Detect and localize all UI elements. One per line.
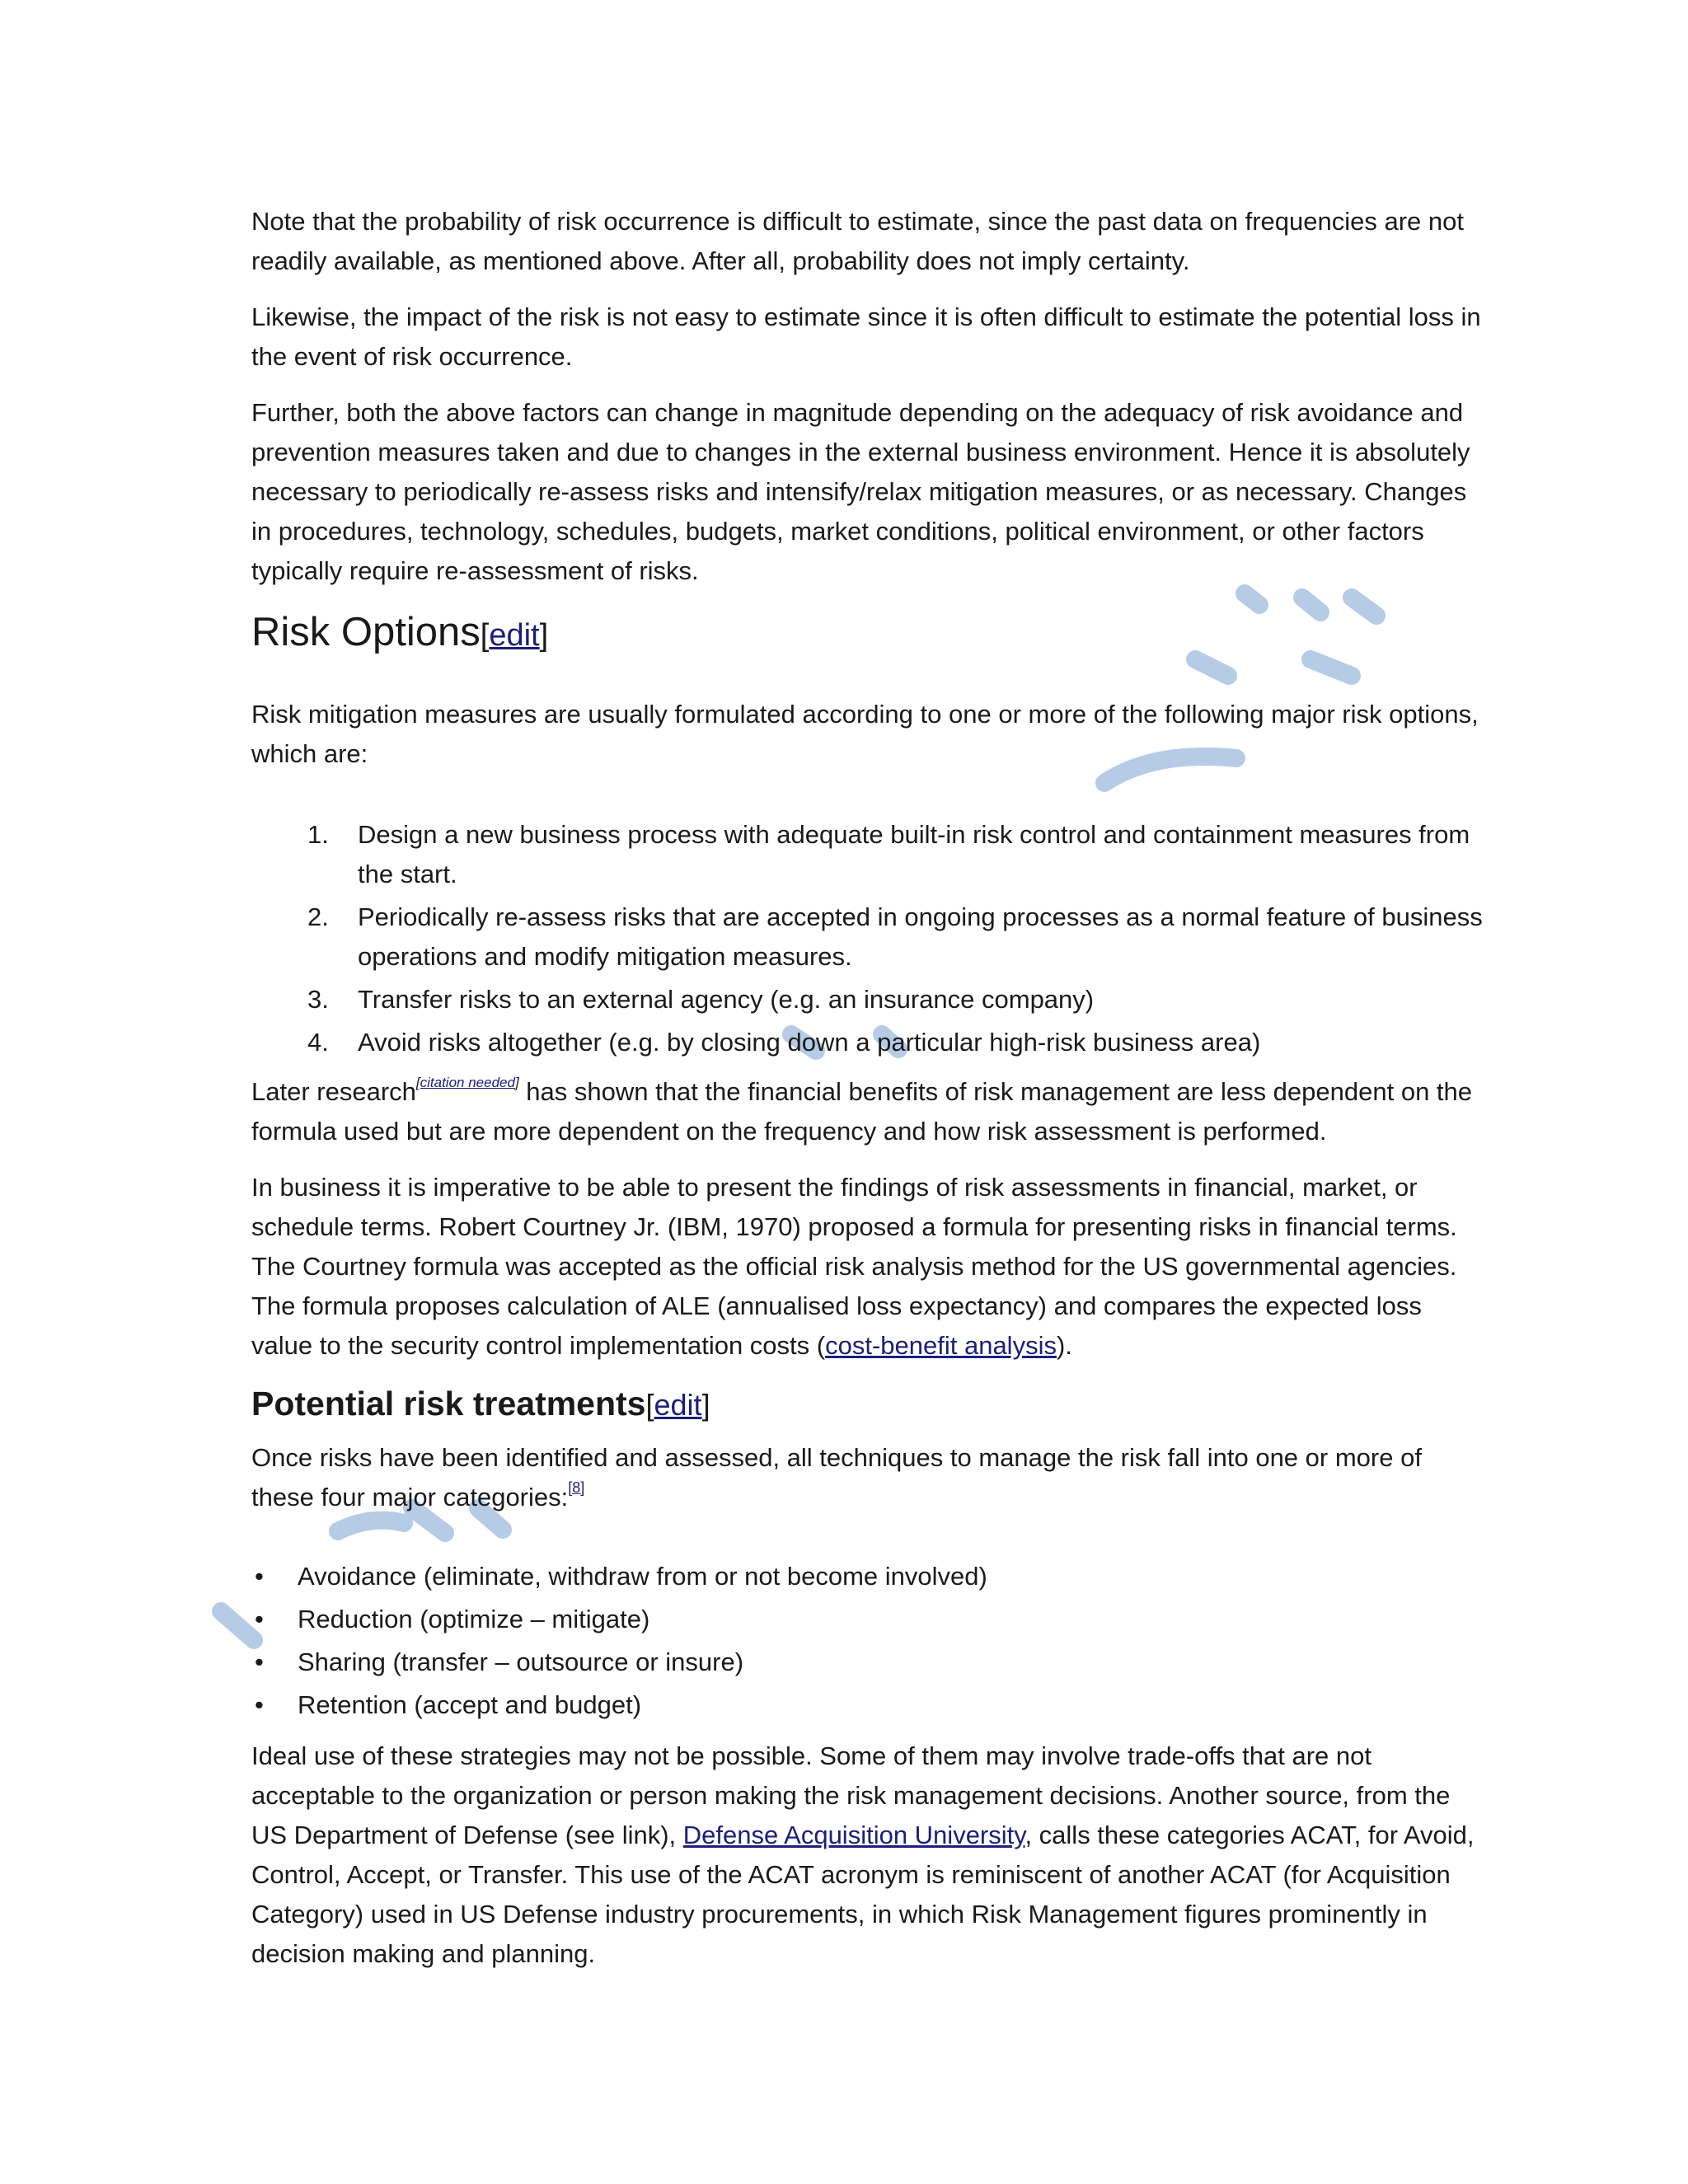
list-item <box>251 815 1488 894</box>
intro-paragraph-2: Likewise, the impact of the risk is not easy to estimate since it is often difficult to estimate the potential loss in the event of risk occurrence. <box>251 302 1481 371</box>
citation-needed: [citation needed] <box>415 1075 519 1090</box>
risk-options-edit-link[interactable]: edit <box>489 618 540 653</box>
list-item-number: 1. <box>307 820 329 849</box>
list-item-text: Avoidance (eliminate, withdraw from or not become involved) <box>298 1562 987 1591</box>
bullet-icon: • <box>255 1647 264 1676</box>
intro-paragraph-1: Note that the probability of risk occurrence is difficult to estimate, since the past data on frequencies are not readily available, as mentioned above. After all, probability does not imply certainty. <box>251 207 1465 275</box>
list-item-text: Sharing (transfer – outsource or insure) <box>298 1647 744 1676</box>
risk-options-edit: [edit] <box>480 618 549 653</box>
later-research-paragraph <box>251 1072 1488 1151</box>
reference-8-link[interactable]: [8] <box>568 1479 585 1496</box>
bullet-icon: • <box>255 1562 264 1591</box>
treatments-intro-text: Once risks have been identified and assessed, all techniques to manage the risk fall into one or more of these four major categories: <box>251 1443 1422 1511</box>
list-item <box>251 1600 1488 1639</box>
closing-text: Ideal use of these strategies may not be possible. Some of them may involve trade-offs that are not acceptable to the organization or person making the risk management decisions. Another source, from the US Department of Defense (see link), <box>251 1741 1451 1849</box>
later-research-rest: has shown that the financial benefits of risk management are less dependent on the formula used but are more dependent on the frequency and how risk assessment is performed. <box>251 1077 1473 1146</box>
treatments-edit: [edit] <box>645 1388 710 1422</box>
list-item <box>251 898 1488 977</box>
list-item <box>251 1685 1488 1725</box>
risk-options-intro: Risk mitigation measures are usually formulated according to one or more of the following major risk options, which are: <box>251 700 1479 768</box>
bullet-icon: • <box>255 1690 264 1719</box>
list-item-text: Design a new business process with adequate built-in risk control and containment measures from the start. <box>358 820 1470 888</box>
list-item <box>251 1557 1488 1596</box>
risk-options-heading <box>251 607 1488 660</box>
bullet-icon: • <box>255 1605 264 1633</box>
treatments-heading-text: Potential risk treatments <box>251 1385 646 1422</box>
risk-options-list <box>251 815 1488 1062</box>
list-item <box>251 980 1488 1019</box>
cost-benefit-analysis-link[interactable]: cost-benefit analysis <box>825 1331 1057 1360</box>
list-item-text: Avoid risks altogether (e.g. by closing down a particular high-risk business area) <box>358 1028 1261 1057</box>
treatments-intro <box>251 1438 1488 1517</box>
reference-8 <box>568 1479 584 1496</box>
list-item-text: Periodically re-assess risks that are accepted in ongoing processes as a normal feature of business operations and modify mitigation measures. <box>358 902 1483 971</box>
later-research-lead: Later research <box>251 1077 416 1106</box>
watermark-stroke <box>221 1611 254 1640</box>
business-paragraph <box>251 1168 1488 1366</box>
citation-needed-link[interactable]: citation needed <box>420 1075 515 1090</box>
list-item-number: 2. <box>307 902 329 931</box>
list-item-text: Transfer risks to an external agency (e.g. an insurance company) <box>358 985 1095 1014</box>
treatments-heading <box>251 1382 1488 1427</box>
intro-paragraph-3: Further, both the above factors can change in magnitude depending on the adequacy of risk avoidance and prevention measures taken and due to changes in the external business environment. Hence it is absolutely necessary to periodically re-assess risks and intensify/relax mitigation measures, or as necessary. Changes in procedures, technology, schedules, budgets, market conditions, political environment, or other factors typically require re-assessment of risks. <box>251 398 1470 585</box>
list-item-text: Reduction (optimize – mitigate) <box>298 1605 650 1633</box>
list-item-number: 4. <box>307 1028 329 1057</box>
closing-paragraph <box>251 1736 1488 1974</box>
business-text-end: ). <box>1056 1331 1072 1360</box>
treatments-edit-link[interactable]: edit <box>654 1388 702 1422</box>
list-item <box>251 1023 1488 1062</box>
list-item <box>251 1643 1488 1682</box>
list-item-text: Retention (accept and budget) <box>298 1690 642 1719</box>
closing-text-end: , calls these categories ACAT, for Avoid, Control, Accept, or Transfer. This use of the ACAT acronym is reminiscent of another ACAT (for Acquisition Category) used in US Defense industry procurements, in which Risk Management figures prominently in decision making and planning. <box>251 1821 1475 1968</box>
document-page <box>251 202 1488 1990</box>
defense-acquisition-university-link[interactable]: Defense Acquisition University <box>682 1821 1025 1849</box>
risk-options-heading-text: Risk Options <box>251 610 481 654</box>
list-item-number: 3. <box>307 985 329 1014</box>
treatments-list <box>251 1557 1488 1725</box>
business-text: In business it is imperative to be able to present the findings of risk assessments in financial, market, or schedule terms. Robert Courtney Jr. (IBM, 1970) proposed a formula for presenting risks in financial terms. The Courtney formula was accepted as the official risk analysis method for the US governmental agencies. The formula proposes calculation of ALE (annualised loss expectancy) and compares the expected loss value to the security control implementation costs ( <box>251 1173 1457 1360</box>
